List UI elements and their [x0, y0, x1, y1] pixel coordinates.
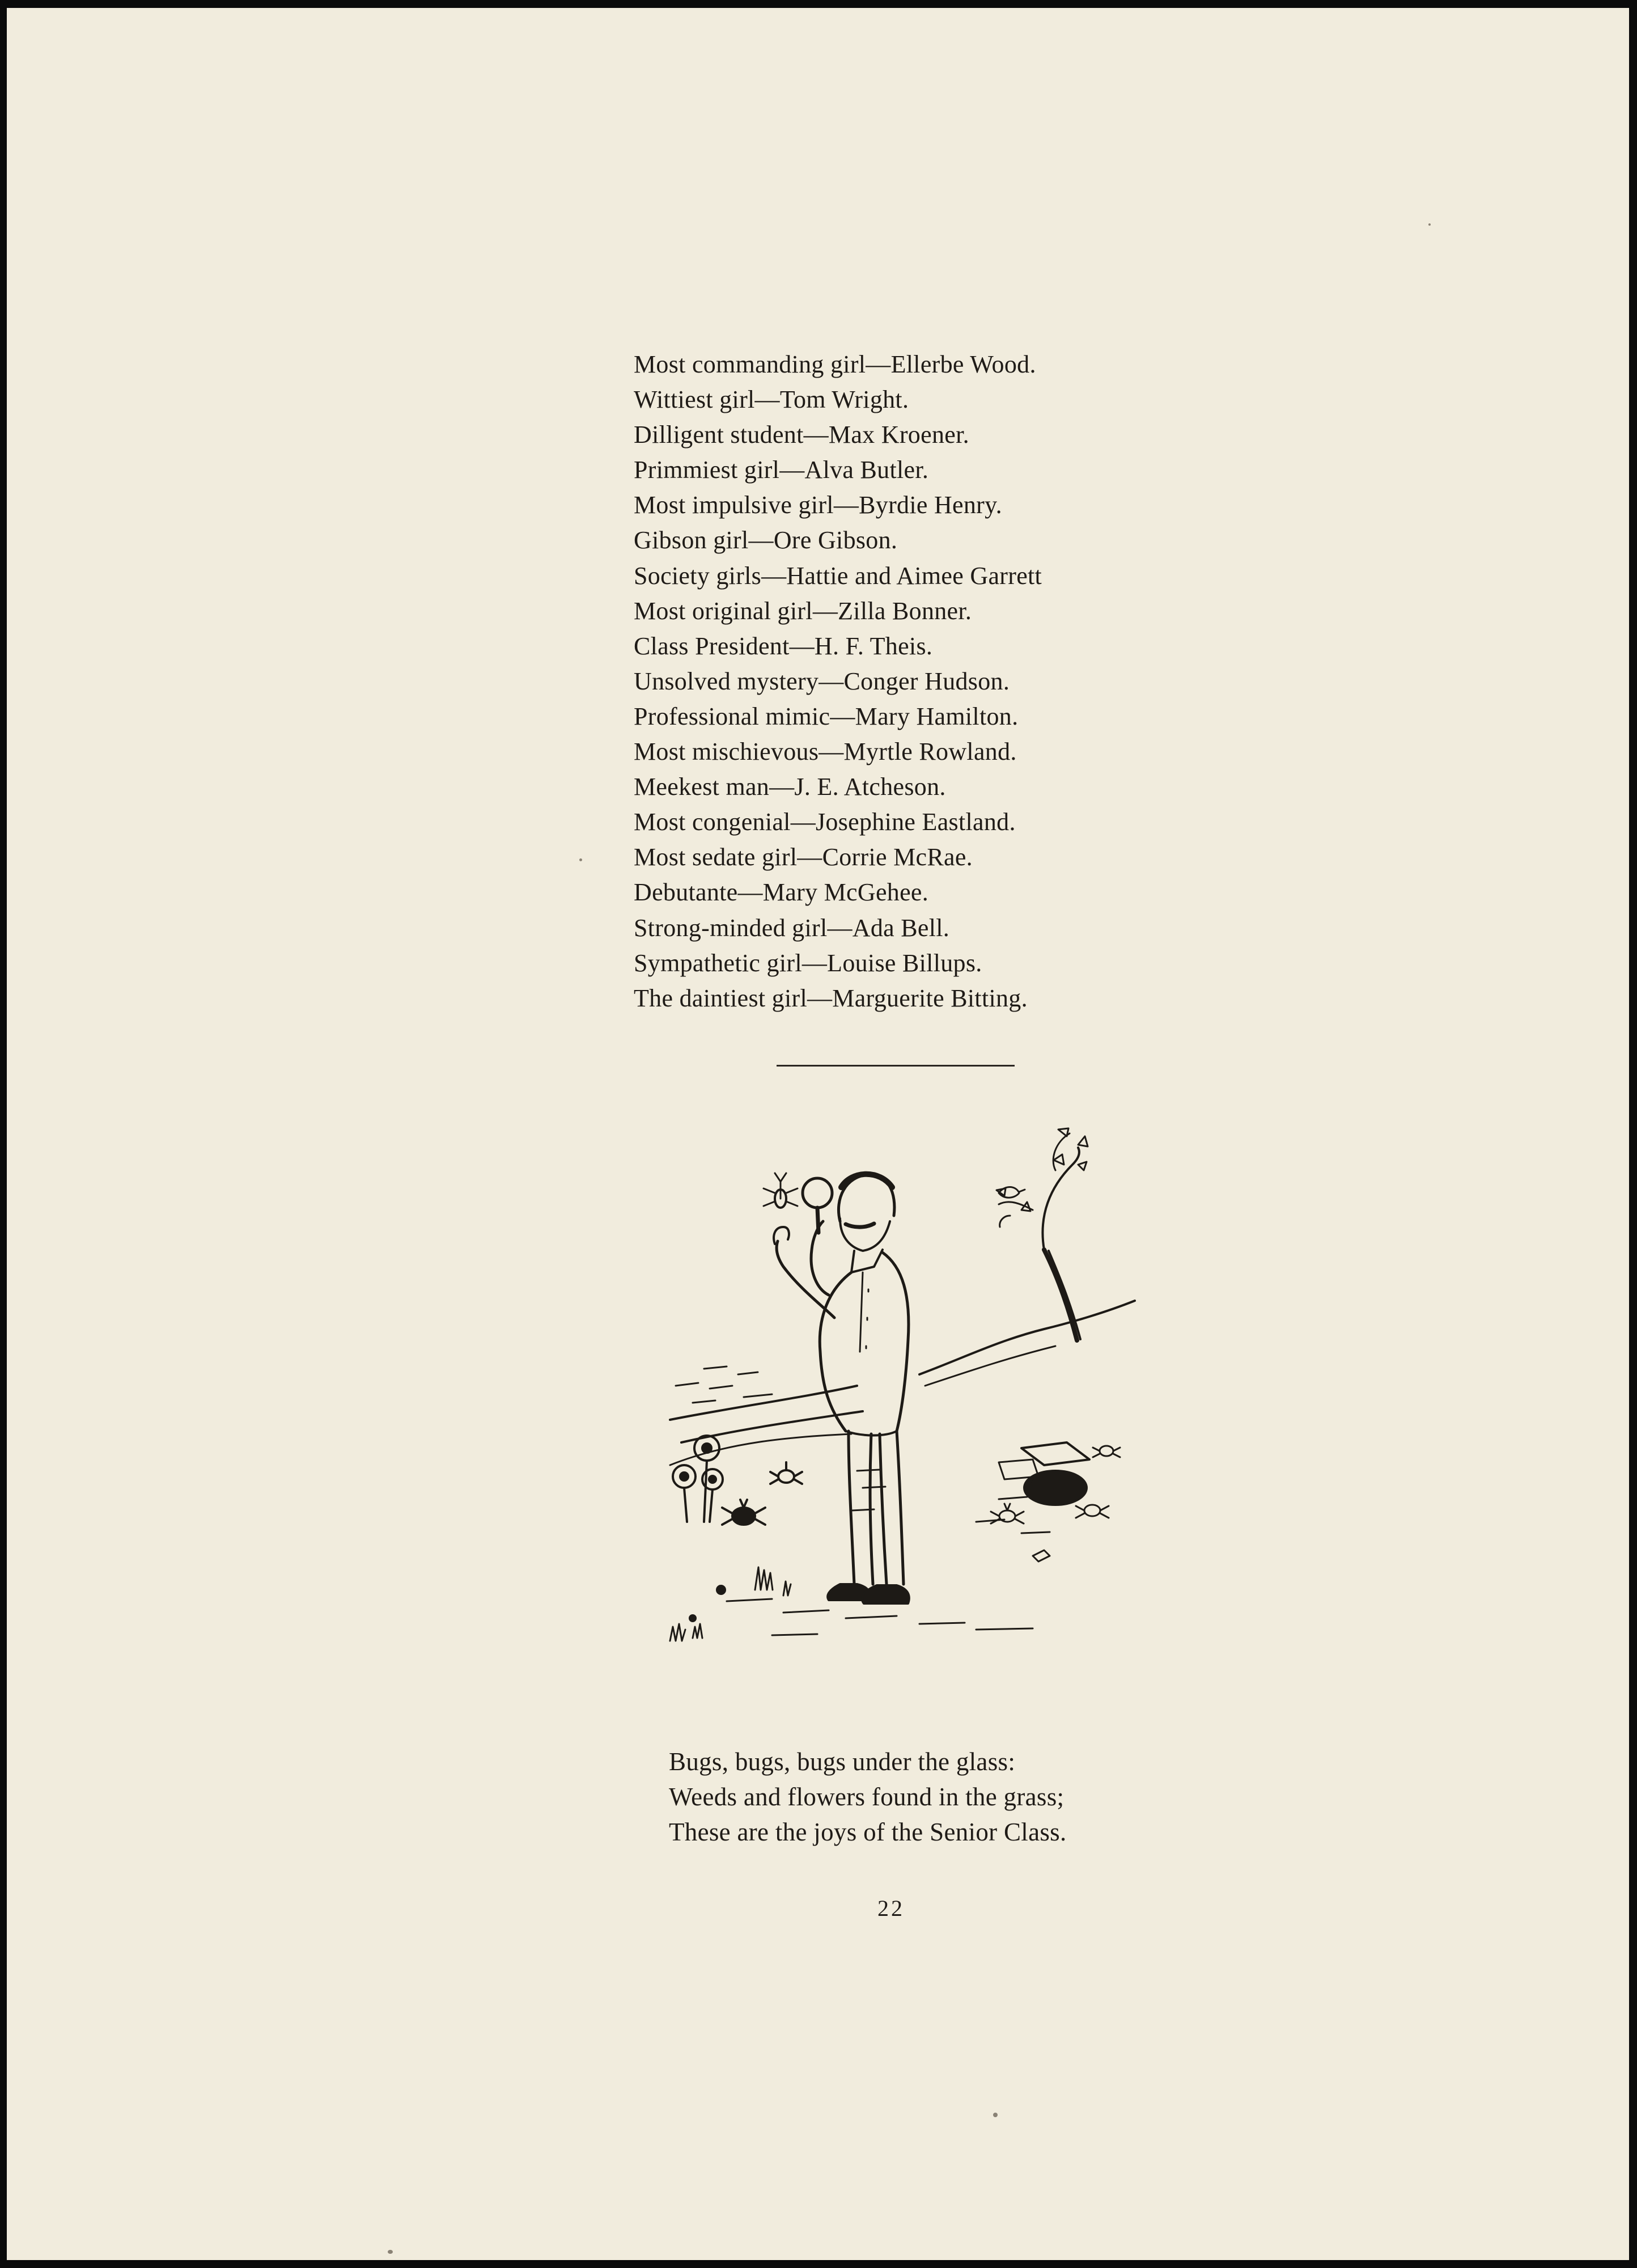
document-page: [7, 8, 1629, 2260]
superlative-item: Most impulsive girl—Byrdie Henry.: [634, 491, 1002, 519]
verse-line: Weeds and flowers found in the grass;: [669, 1783, 1065, 1811]
superlative-item: Most original girl—Zilla Bonner.: [634, 596, 972, 625]
paper-speck: [1428, 223, 1431, 226]
superlative-item: Wittiest girl—Tom Wright.: [634, 386, 909, 414]
superlative-item: Sympathetic girl—Louise Billups.: [634, 949, 982, 977]
verse-line: Bugs, bugs, bugs under the glass:: [669, 1747, 1016, 1776]
man-with-magnifying-glass-sketch-icon: [659, 1102, 1157, 1709]
superlatives-list: [634, 347, 1042, 1016]
section-divider: [777, 1065, 1015, 1067]
paper-speck: [388, 2250, 393, 2254]
superlative-item: Unsolved mystery—Conger Hudson.: [634, 667, 1010, 695]
superlative-item: Society girls—Hattie and Aimee Garrett: [634, 561, 1042, 590]
superlative-item: Most commanding girl—Ellerbe Wood.: [634, 350, 1036, 378]
superlative-item: The daintiest girl—Marguerite Bitting.: [634, 984, 1028, 1012]
superlative-item: Strong-minded girl—Ada Bell.: [634, 913, 950, 942]
paper-speck: [579, 858, 582, 861]
superlative-item: Debutante—Mary McGehee.: [634, 878, 929, 907]
superlative-item: Dilligent student—Max Kroener.: [634, 421, 969, 449]
superlative-item: Professional mimic—Mary Hamilton.: [634, 702, 1019, 730]
verse-block: [669, 1744, 1067, 1850]
paper-speck: [993, 2113, 998, 2117]
superlative-item: Meekest man—J. E. Atcheson.: [634, 773, 946, 801]
superlative-item: Primmiest girl—Alva Butler.: [634, 456, 929, 484]
verse-line: These are the joys of the Senior Class.: [669, 1818, 1067, 1846]
page-number: 22: [877, 1895, 905, 1921]
superlative-item: Most sedate girl—Corrie McRae.: [634, 843, 973, 871]
superlative-item: Class President—H. F. Theis.: [634, 632, 933, 660]
superlative-item: Most mischievous—Myrtle Rowland.: [634, 738, 1017, 766]
superlative-item: Gibson girl—Ore Gibson.: [634, 526, 898, 555]
superlative-item: Most congenial—Josephine Eastland.: [634, 808, 1016, 836]
